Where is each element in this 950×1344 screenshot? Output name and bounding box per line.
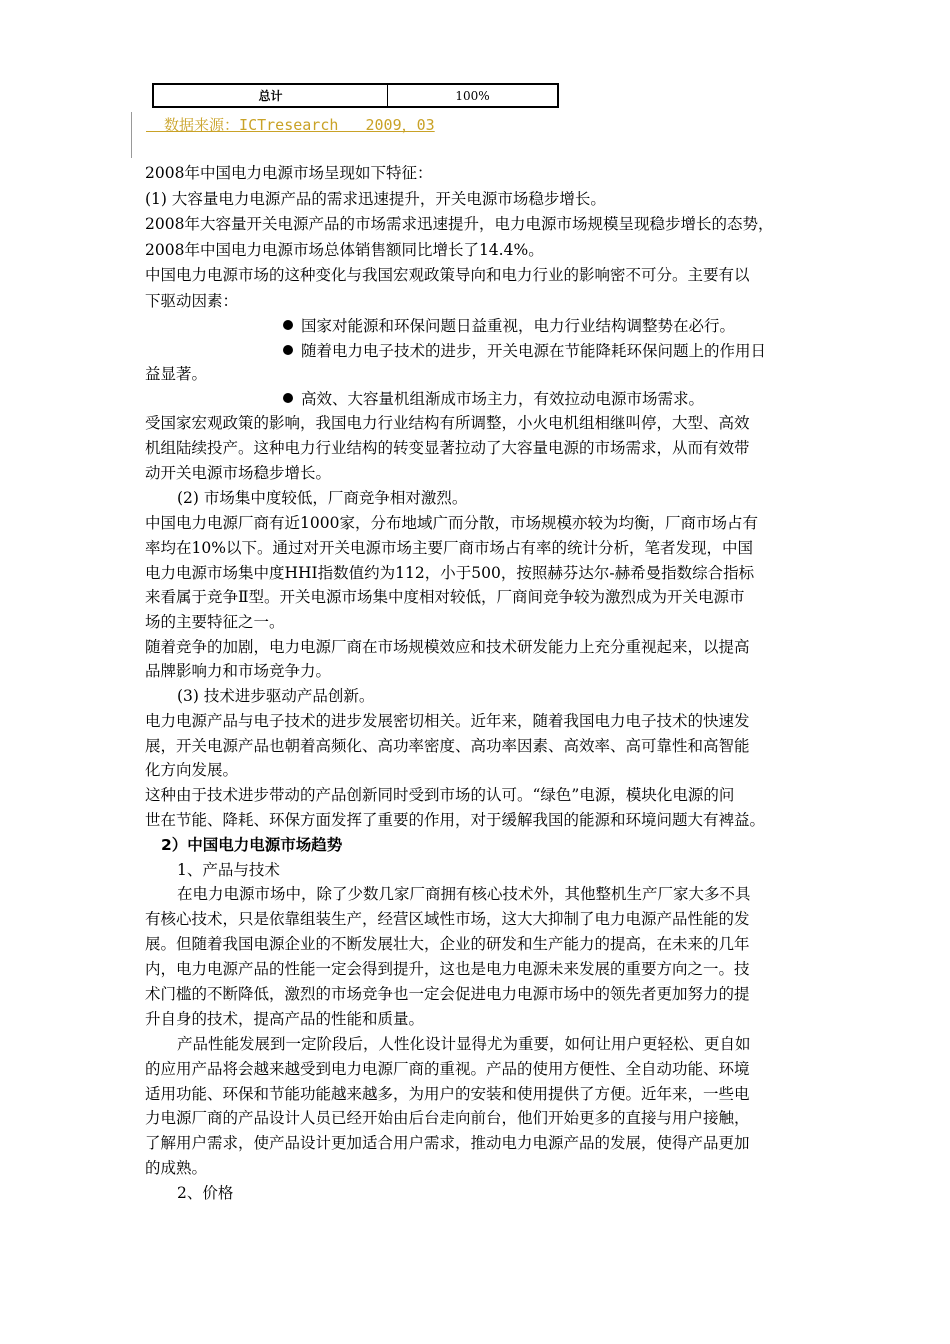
paragraph-line: 2008年中国电力电源市场总体销售额同比增长了14.4%。 bbox=[145, 241, 544, 259]
paragraph-line: 机组陆续投产。这种电力行业结构的转变显著拉动了大容量电源的市场需求，从而有效带 bbox=[145, 439, 750, 457]
paragraph-line: 2008年中国电力电源市场呈现如下特征： bbox=[145, 164, 433, 182]
paragraph-line: 内，电力电源产品的性能一定会得到提升，这也是电力电源未来发展的重要方向之一。技 bbox=[145, 960, 750, 978]
paragraph-line: 电力电源市场集中度HHI指数值约为112，小于500，按照赫芬达尔-赫希曼指数综合指标 bbox=[145, 564, 755, 582]
paragraph-line: 中国电力电源厂商有近1000家，分布地域广而分散，市场规模亦较为均衡，厂商市场占有 bbox=[145, 514, 758, 532]
bullet-item: 高效、大容量机组渐成市场主力，有效拉动电源市场需求。 bbox=[283, 386, 704, 412]
paragraph-line: 场的主要特征之一。 bbox=[145, 613, 285, 631]
paragraph-line: 随着竞争的加剧，电力电源厂商在市场规模效应和技术研发能力上充分重视起来，以提高 bbox=[145, 638, 750, 656]
paragraph-line: 的成熟。 bbox=[145, 1159, 208, 1177]
paragraph-line: 中国电力电源市场的这种变化与我国宏观政策导向和电力行业的影响密不可分。主要有以 bbox=[145, 266, 750, 284]
trend-heading: 2）中国电力电源市场趋势 bbox=[161, 836, 343, 854]
bullet-item: 国家对能源和环保问题日益重视，电力行业结构调整势在必行。 bbox=[283, 313, 735, 339]
paragraph-line: 率均在10%以下。通过对开关电源市场主要厂商市场占有率的统计分析，笔者发现，中国 bbox=[145, 539, 753, 557]
paragraph-line: 世在节能、降耗、环保方面发挥了重要的作用，对于缓解我国的能源和环境问题大有裨益。 bbox=[145, 811, 766, 829]
subsection-heading: 2、价格 bbox=[177, 1184, 234, 1202]
section-heading: (2) 市场集中度较低，厂商竞争相对激烈。 bbox=[177, 489, 468, 507]
paragraph-line: 动开关电源市场稳步增长。 bbox=[145, 464, 332, 482]
section-heading: (3) 技术进步驱动产品创新。 bbox=[177, 687, 375, 705]
bullet-item: 随着电力电子技术的进步，开关电源在节能降耗环保问题上的作用日 bbox=[283, 338, 766, 364]
paragraph-line: 有核心技术，只是依靠组装生产，经营区域性市场，这大大抑制了电力电源产品性能的发 bbox=[145, 910, 750, 928]
margin-marker bbox=[131, 112, 132, 158]
paragraph-line: 了解用户需求，使产品设计更加适合用户需求，推动电力电源产品的发展，使得产品更加 bbox=[145, 1134, 750, 1152]
paragraph-line: 适用功能、环保和节能功能越来越多，为用户的安装和使用提供了方便。近年来，一些电 bbox=[145, 1085, 750, 1103]
subsection-heading: 1、产品与技术 bbox=[177, 861, 280, 879]
paragraph-line: 展，开关电源产品也朝着高频化、高功率密度、高功率因素、高效率、高可靠性和高智能 bbox=[145, 737, 750, 755]
paragraph-line: 益显著。 bbox=[145, 365, 208, 383]
paragraph-line: 术门槛的不断降低，激烈的市场竞争也一定会促进电力电源市场中的领先者更加努力的提 bbox=[145, 985, 750, 1003]
paragraph-line: 化方向发展。 bbox=[145, 761, 239, 779]
paragraph-line: 的应用产品将会越来越受到电力电源厂商的重视。产品的使用方便性、全自动功能、环境 bbox=[145, 1060, 750, 1078]
total-label: 总计 bbox=[154, 85, 388, 106]
paragraph-line: 这种由于技术进步带动的产品创新同时受到市场的认可。“绿色”电源，模块化电源的问 bbox=[145, 786, 735, 804]
paragraph-line: 来看属于竞争Ⅱ型。开关电源市场集中度相对较低，厂商间竞争较为激烈成为开关电源市 bbox=[145, 588, 745, 606]
paragraph-line: 产品性能发展到一定阶段后，人性化设计显得尤为重要，如何让用户更轻松、更自如 bbox=[177, 1035, 751, 1053]
paragraph-line: (1) 大容量电力电源产品的需求迅速提升，开关电源市场稳步增长。 bbox=[145, 190, 606, 208]
paragraph-line: 展。但随着我国电源企业的不断发展壮大，企业的研发和生产能力的提高，在未来的几年 bbox=[145, 935, 750, 953]
summary-table bbox=[152, 83, 559, 108]
paragraph-line: 力电源厂商的产品设计人员已经开始由后台走向前台，他们开始更多的直接与用户接触， bbox=[145, 1109, 750, 1127]
paragraph-line: 下驱动因素： bbox=[145, 292, 239, 310]
bullet-icon bbox=[283, 393, 293, 403]
paragraph-line: 受国家宏观政策的影响，我国电力行业结构有所调整，小火电机组相继叫停，大型、高效 bbox=[145, 414, 750, 432]
data-source: 数据来源：ICTresearch 2009，03 bbox=[146, 116, 435, 134]
total-value: 100% bbox=[455, 88, 490, 103]
bullet-icon bbox=[283, 320, 293, 330]
paragraph-line: 升自身的技术，提高产品的性能和质量。 bbox=[145, 1010, 425, 1028]
paragraph-line: 电力电源产品与电子技术的进步发展密切相关。近年来，随着我国电力电子技术的快速发 bbox=[145, 712, 750, 730]
paragraph-line: 在电力电源市场中，除了少数几家厂商拥有核心技术外，其他整机生产厂家大多不具 bbox=[177, 885, 751, 903]
paragraph-line: 2008年大容量开关电源产品的市场需求迅速提升，电力电源市场规模呈现稳步增长的态势， bbox=[145, 215, 774, 233]
bullet-icon bbox=[283, 345, 293, 355]
paragraph-line: 品牌影响力和市场竞争力。 bbox=[145, 662, 332, 680]
